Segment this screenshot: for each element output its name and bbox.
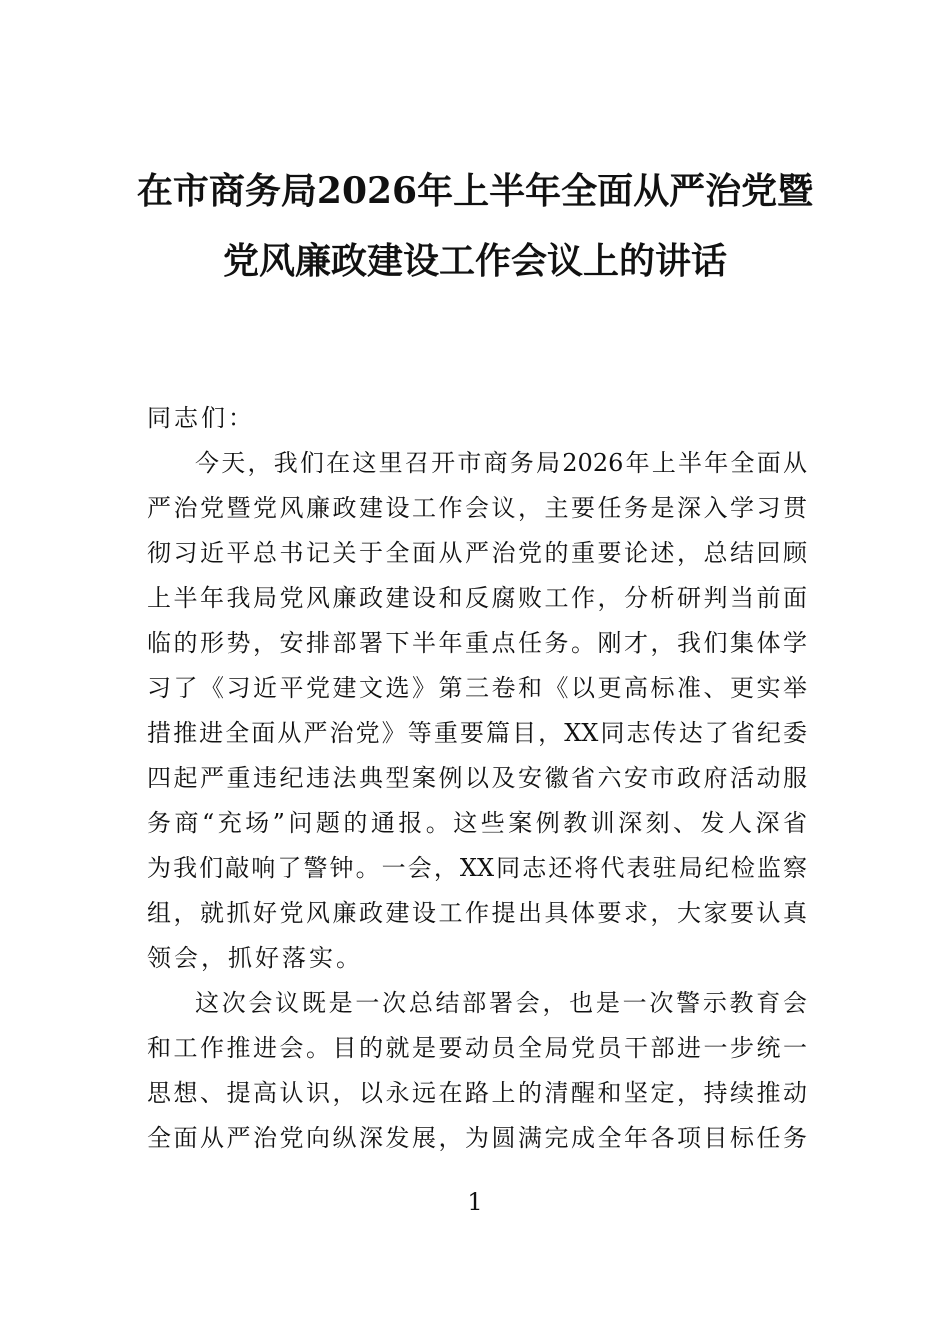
paragraph-line: 为我们敲响了警钟。一会，XX同志还将代表驻局纪检监察 bbox=[147, 854, 807, 882]
title-line-1: 在市商务局2026年上半年全面从严治党暨 bbox=[136, 170, 814, 212]
paragraph-line: 务商“充场”问题的通报。这些案例教训深刻、发人深省 bbox=[147, 809, 807, 837]
paragraph-line: 组，就抓好党风廉政建设工作提出具体要求，大家要认真 bbox=[147, 899, 807, 927]
paragraph-line: 这次会议既是一次总结部署会，也是一次警示教育会 bbox=[195, 989, 807, 1017]
salutation: 同志们： bbox=[147, 404, 255, 432]
paragraph-line: 领会，抓好落实。 bbox=[147, 944, 363, 972]
paragraph-line: 上半年我局党风廉政建设和反腐败工作，分析研判当前面 bbox=[147, 584, 807, 612]
paragraph-line: 习了《习近平党建文选》第三卷和《以更高标准、更实举 bbox=[147, 674, 807, 702]
paragraph-2 bbox=[147, 981, 807, 1161]
speech-body bbox=[147, 396, 807, 1161]
page-number: 1 bbox=[467, 1188, 483, 1216]
paragraph-line: 思想、提高认识，以永远在路上的清醒和坚定，持续推动 bbox=[147, 1079, 807, 1107]
paragraph-line: 今天，我们在这里召开市商务局2026年上半年全面从 bbox=[195, 449, 807, 477]
paragraph-line: 全面从严治党向纵深发展，为圆满完成全年各项目标任务 bbox=[147, 1124, 807, 1152]
paragraph-line: 严治党暨党风廉政建设工作会议，主要任务是深入学习贯 bbox=[147, 494, 807, 522]
paragraph-line: 临的形势，安排部署下半年重点任务。刚才，我们集体学 bbox=[147, 629, 807, 657]
title-line-2: 党风廉政建设工作会议上的讲话 bbox=[222, 240, 727, 282]
paragraph-line: 彻习近平总书记关于全面从严治党的重要论述，总结回顾 bbox=[147, 539, 807, 567]
paragraph-line: 和工作推进会。目的就是要动员全局党员干部进一步统一 bbox=[147, 1034, 807, 1062]
paragraph-line: 措推进全面从严治党》等重要篇目，XX同志传达了省纪委 bbox=[147, 719, 807, 747]
paragraph-1 bbox=[147, 441, 807, 981]
paragraph-line: 四起严重违纪违法典型案例以及安徽省六安市政府活动服 bbox=[147, 764, 807, 792]
